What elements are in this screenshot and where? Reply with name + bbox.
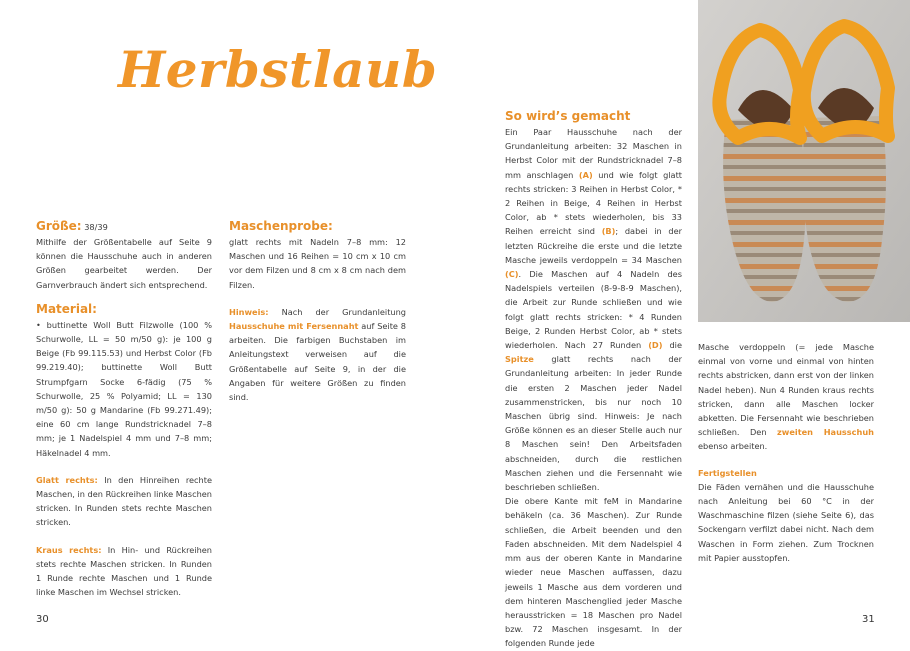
kraus-text: In Hin- und Rückreihen stets rechte Maschen stricken. In Runden 1 Runde rechte Maschen und 1 Runde linke Maschen im Wechsel stricken. [36,544,212,598]
page-title: Herbstlaub [118,40,438,99]
hinweis-pre: Nach der Grundanleitung [281,306,406,317]
glatt-label: Glatt rechts: [36,474,98,485]
right-column-1 [505,108,682,651]
ebenso-text: ebenso arbeiten. [698,441,768,452]
marker-a: (A) [578,169,593,180]
hinweis-post: auf Seite 8 arbeiten. Die farbigen Buchstaben im Anleitungstext verweisen auf die Größentabelle auf Seite 9, in der die Angaben für weitere Größen zu finden sind. [229,321,406,403]
marker-b: (B) [601,226,616,237]
zweiten-hausschuh-accent: zweiten Hausschuh [777,427,874,438]
instruction-text-3: ; dabei in der letzten Rückreihe die erste und die letzte Masche jeweils verdoppeln = 34 Maschen [505,226,683,265]
page-number-right: 31 [862,614,875,625]
instruction-text-5: die [669,340,682,351]
marker-c: (C) [505,269,519,280]
left-column-2 [229,218,406,404]
verdoppeln-text: Masche verdoppeln (= jede Masche einmal von vorne und einmal von hinten rechts abstricken, dann erst von der linken Nadel heben). Nun 4 Runden kraus rechts stricken, dann alle Maschen locker abketten. Die Fersennaht wie beschrieben schließen. Den [698,342,874,438]
right-column-2 [698,340,874,565]
instruction-text-6: glatt rechts nach der Grundanleitung arbeiten: In jeder Runde die ersten 2 Maschen jeder Nadel zusammenstricken, bis nur noch 10 Maschen übrig sind. Hinweis: Je nach Größe können es an dieser Stelle auch nur 8 Maschen sein! Den Arbeitsfaden abschneiden, durch die restlichen Maschen ziehen und die Fersennaht wie beschrieben schließen. [505,354,682,493]
kraus-label: Kraus rechts: [36,544,102,555]
instruction-text-2: und wie folgt glatt rechts stricken: 3 Reihen in Herbst Color, * 2 Reihen in Beige, 4 Reihen in Herbst Color, ab * stets wiederholen, bis 33 Reihen erreicht sind [505,169,682,237]
material-text: • buttinette Woll Butt Filzwolle (100 % Schurwolle, LL = 50 m/50 g): je 100 g Beige (Fb 99.115.53) und Herbst Color (Fb 99.219.40); buttinette Woll Butt Strumpfgarn Socke 6-fädig (75 % Schurwolle, 25 % Polyamid; LL = 130 m/50 g): 50 g Mandarine (Fb 99.271.49); eine 60 cm lange Rundstricknadel 7–8 mm; je 1 Nadelspiel 4 mm und 7–8 mm; Häkelnadel 4 mm. [36,319,212,458]
groesse-text: Mithilfe der Größentabelle auf Seite 9 können die Hausschuhe auch in anderen Größen gearbeitet werden. Der Garnverbrauch ändert sich entsprechend. [36,237,212,290]
spitze-accent: Spitze [505,354,534,365]
fertigstellen-text: Die Fäden vernähen und die Hausschuhe nach Anleitung bei 60 °C in der Waschmaschine filzen (siehe Seite 6), das Sockengarn verfilzt dabei nicht. Nach dem Waschen in Form ziehen. Zum Trocknen mit Papier ausstopfen. [698,481,874,563]
hinweis-label: Hinweis: [229,306,269,317]
slippers-illustration [698,0,910,322]
groesse-label: Größe: [36,219,82,233]
material-heading: Material: [36,301,97,316]
instruction-text-4: . Die Maschen auf 4 Nadeln des Nadelspiels verteilen (8-9-8-9 Maschen), die Arbeit zur Runde schließen und wie folgt glatt rechts stricken: * 4 Runden Beige, 2 Runden Herbst Color, ab * stets wiederholen. Nach 27 Runden [505,269,682,351]
maschenprobe-text: glatt rechts mit Nadeln 7–8 mm: 12 Maschen und 16 Reihen = 10 cm x 10 cm vor dem Filzen und 8 cm x 8 cm nach dem Filzen. [229,237,406,290]
page-number-left: 30 [36,614,49,625]
sowirds-heading: So wird’s gemacht [505,109,631,123]
instruction-text-7: Die obere Kante mit feM in Mandarine behäkeln (ca. 36 Maschen). Zur Runde schließen, die Arbeit beenden und den Faden abschneiden. Mit dem Nadelspiel 4 mm aus der oberen Kante in Mandarine wieder neue Maschen auffassen, dazu jeweils 1 Masche aus dem vorderen und dem hinteren Maschenglied jeder Masche herausstricken = 18 Maschen pro Nadel bzw. 72 Maschen insgesamt. In der folgenden Runde jede [505,496,682,649]
groesse-value: 38/39 [84,222,108,232]
glatt-text: In den Hinreihen rechte Maschen, in den Rückreihen linke Maschen stricken. In Runden stets rechte Maschen stricken. [36,474,212,528]
marker-d: (D) [648,340,663,351]
instruction-text-1: Ein Paar Hausschuhe nach der Grundanleitung arbeiten: 32 Maschen in Herbst Color mit der Rundstricknadel 7–8 mm anschlagen [505,127,682,180]
left-column-1 [36,218,212,599]
slippers-photo [698,0,910,322]
left-page [0,0,455,648]
maschenprobe-heading: Maschenprobe: [229,219,333,233]
hinweis-accent: Hausschuhe mit Fersennaht [229,321,359,332]
fertigstellen-heading: Fertigstellen [698,467,757,478]
